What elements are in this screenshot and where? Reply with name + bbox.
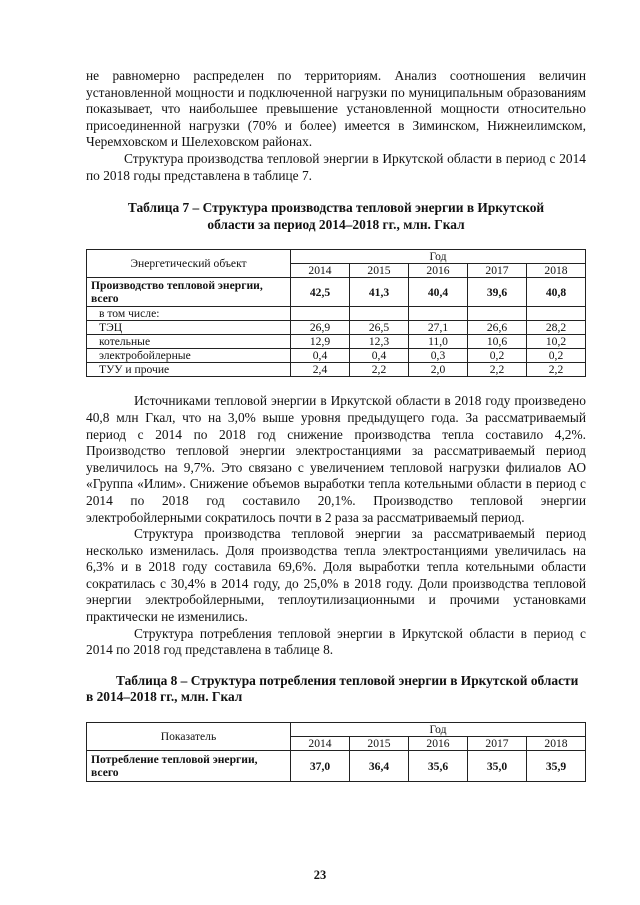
- table7-total-value: 42,5: [291, 278, 350, 307]
- table7-cell: 26,5: [350, 321, 409, 335]
- table8-total-value: 36,4: [350, 751, 409, 782]
- table8-year: 2016: [409, 737, 468, 751]
- table7-cell: 0,2: [468, 349, 527, 363]
- table8-year: 2018: [527, 737, 586, 751]
- table7-year: 2018: [527, 264, 586, 278]
- table7-cell: 0,2: [527, 349, 586, 363]
- table7: [86, 249, 586, 377]
- table7-header-object: Энергетический объект: [87, 250, 291, 278]
- document-page: [86, 68, 586, 782]
- paragraph-intro: не равномерно распределен по территориям. Анализ соотношения величин установленной мощности и подключенной нагрузки по муниципальным образованиям показывает, что наибольшее превышение установленной мощности относительно присоединенной нагрузки (70% и более) имеется в Зиминском, Нижнеилимском, Черемховском и Шелеховском районах.: [86, 68, 586, 150]
- table8-total-value: 35,6: [409, 751, 468, 782]
- table7-cell: 2,0: [409, 363, 468, 377]
- table7-row-label: ТУУ и прочие: [87, 363, 291, 377]
- table-row: [87, 363, 586, 377]
- table7-cell: 27,1: [409, 321, 468, 335]
- table7-subheader: в том числе:: [87, 307, 291, 321]
- table8-total-value: 35,9: [527, 751, 586, 782]
- table7-cell: 12,3: [350, 335, 409, 349]
- table7-cell: 11,0: [409, 335, 468, 349]
- table8-row-total: [87, 751, 586, 782]
- table8-total-value: 35,0: [468, 751, 527, 782]
- table7-header-year: Год: [291, 250, 586, 264]
- table7-cell: 10,2: [527, 335, 586, 349]
- table7-year: 2014: [291, 264, 350, 278]
- table8-year: 2015: [350, 737, 409, 751]
- table7-row-subheader: [87, 307, 586, 321]
- table-row: [87, 335, 586, 349]
- table7-total-label: Производство тепловой энергии, всего: [87, 278, 291, 307]
- table7-cell: 0,4: [291, 349, 350, 363]
- table8-total-label: Потребление тепловой энергии, всего: [87, 751, 291, 782]
- page-number: 23: [313, 868, 327, 882]
- table7-row-label: ТЭЦ: [87, 321, 291, 335]
- table-row: [87, 321, 586, 335]
- table7-year: 2016: [409, 264, 468, 278]
- table7-cell: 2,2: [468, 363, 527, 377]
- table7-cell: 10,6: [468, 335, 527, 349]
- table8-year: 2017: [468, 737, 527, 751]
- table8-header-year: Год: [291, 723, 586, 737]
- paragraph-production-structure: Структура производства тепловой энергии за рассматриваемый период несколько изменилась. Доля производства тепла электростанциями увеличилась на 6,3% и в 2018 году составила 69,6%. Доля выработки тепла котельными области сократилась с 30,4% в 2014 году, до 25,0% в 2018 году. Доли производства тепловой энергии электробойлерными, теплоутилизационными и прочими установками практически не изменились.: [86, 526, 586, 625]
- table8-header-indicator: Показатель: [87, 723, 291, 751]
- table7-cell: 26,9: [291, 321, 350, 335]
- table8-year: 2014: [291, 737, 350, 751]
- table7-total-value: 39,6: [468, 278, 527, 307]
- table7-row-label: котельные: [87, 335, 291, 349]
- table7-cell: 26,6: [468, 321, 527, 335]
- table8-total-value: 37,0: [291, 751, 350, 782]
- table7-row-label: электробойлерные: [87, 349, 291, 363]
- table7-year: 2017: [468, 264, 527, 278]
- paragraph-production-sources: Источниками тепловой энергии в Иркутской области в 2018 году произведено 40,8 млн Гкал, что на 3,0% выше уровня предыдущего года. За рассматриваемый период с 2014 по 2018 год снижение производства тепла составило 4,2%. Производство тепловой энергии электростанциями за рассматриваемый период увеличилось на 9,7%. Это связано с увеличением тепловой нагрузки филиалов АО «Группа «Илим». Снижение объемов выработки тепла котельными области в период с 2014 по 2018 год составило 20,1%. Производство тепловой энергии электробойлерными сократилось почти в 2 раза за рассматриваемый период.: [86, 393, 586, 525]
- table7-total-value: 40,4: [409, 278, 468, 307]
- table8-caption: Таблица 8 – Структура потребления тепловой энергии в Иркутской области в 2014–2018 гг., млн. Гкал: [86, 672, 579, 705]
- table7-caption: Таблица 7 – Структура производства тепловой энергии в Иркутской области за период 2014–2018 гг., млн. Гкал: [127, 200, 545, 232]
- table7-cell: 12,9: [291, 335, 350, 349]
- table7-cell: 28,2: [527, 321, 586, 335]
- table7-total-value: 41,3: [350, 278, 409, 307]
- table7-year: 2015: [350, 264, 409, 278]
- table7-row-total: [87, 278, 586, 307]
- paragraph-table7-reference: Структура производства тепловой энергии в Иркутской области в период с 2014 по 2018 годы представлена в таблице 7.: [86, 150, 586, 183]
- table7-cell: 0,3: [409, 349, 468, 363]
- table7-total-value: 40,8: [527, 278, 586, 307]
- table7-cell: 2,2: [350, 363, 409, 377]
- table7-cell: 2,2: [527, 363, 586, 377]
- table7-cell: 0,4: [350, 349, 409, 363]
- table7-cell: 2,4: [291, 363, 350, 377]
- table-row: [87, 349, 586, 363]
- paragraph-table8-reference: Структура потребления тепловой энергии в Иркутской области в период с 2014 по 2018 год представлена в таблице 8.: [86, 625, 586, 658]
- table8: [86, 722, 586, 782]
